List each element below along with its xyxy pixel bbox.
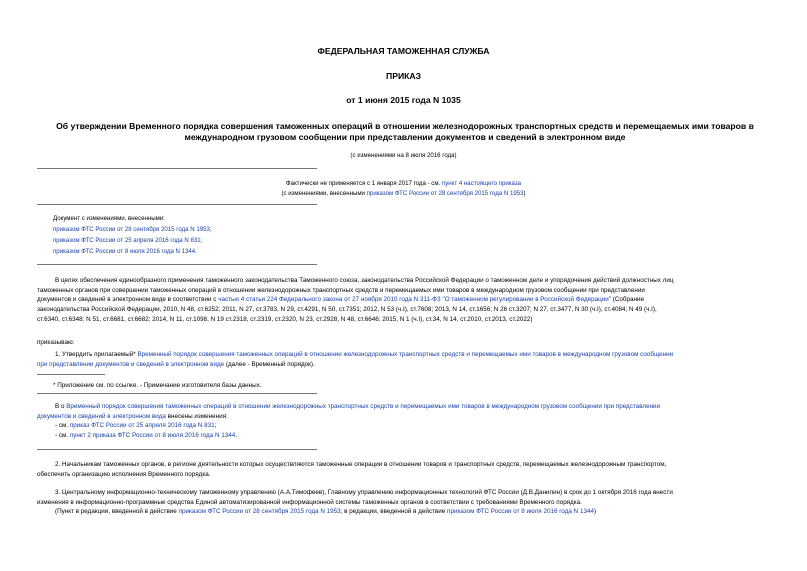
temporary-order-note-link[interactable]: Временный порядок совершения таможенных операций в отношении железнодорожных транспортных средств и перемещаемых ими товаров в международном грузовом сообщении при представлении <box>66 403 661 410</box>
changes-heading: Документ с изменениями, внесенными: <box>53 215 165 222</box>
changes-note: В о Временный порядок совершения таможенных операций в отношении железнодорожных транспортных средств и перемещаемых ими товаров в международном грузовом сообщении при представлении документов и сведений в электронном вида внесены изменения: - см. приказ ФТС России от 25 апреля 2016 года N 831; - см. пункт 2 приказа ФТС России от 8 июля 2016 года N 1344. <box>37 403 661 440</box>
order-1344-p2-link[interactable]: пункт 2 приказа ФТС России от 8 июля 2016 года N 1344 <box>69 432 236 440</box>
item-1: 1. Утвердить прилагаемый* Временный порядок совершения таможенных операций в отношении железнодорожных транспортных средств и перемещаемых ими товаров в международном грузовом сообщении при представлении документов и сведений в электронном виде (далее - Временный порядок). <box>37 351 674 368</box>
change-link-1344[interactable]: приказом ФТС России от 8 июля 2016 года N 1344. <box>53 248 197 255</box>
order-1953-link[interactable]: приказом ФТС России от 28 сентября 2015 года N 1953 <box>178 508 341 516</box>
temporary-order-note-link-cont[interactable]: документов и сведений в электронном вида <box>37 412 166 420</box>
change-link-831[interactable]: приказом ФТС России от 25 апреля 2016 года N 831; <box>53 237 203 244</box>
doc-type-heading: ПРИКАЗ <box>386 71 421 81</box>
doc-title <box>30 121 780 143</box>
notice-line1: Фактически не применяется с 1 января 2017 года - см. пункт 4 настоящего приказа <box>285 180 522 187</box>
doc-title-line2: международном грузовом сообщении при представлении документов и сведений в электронном виде <box>184 132 626 142</box>
divider <box>37 168 317 169</box>
notice-link-1953[interactable]: приказом ФТС России от 28 сентября 2015 года N 1953 <box>366 190 524 197</box>
footnote-divider <box>37 374 105 375</box>
order-1344-link[interactable]: приказом ФТС России от 8 июля 2016 года N 1344 <box>447 508 594 516</box>
divider <box>37 264 317 265</box>
preamble: В целях обеспечения единообразного применения таможенного законодательства Таможенного союза, законодательства Российской Федерации о таможенном деле и упорядочения действий должностных лиц таможенных органов при совершении таможенных операций в отношении железнодорожных транспортных средств и перемещаемых ими товаров в международном грузовом сообщении при представлении документов и сведений в электронном виде в соответствии с частью 4 статьи 224 Федерального закона от 27 ноября 2010 года N 311-ФЗ "О таможенном регулировании в Российской Федерации" (Собрание законодательства Российской Федерации, 2010, N 48, ст.6252; 2011, N 27, ст.3783, N 29, ст.4291, N 50, ст.7351; 2012, N 53 (ч.I), ст.7608; 2013, N 14, ст.1656; N 26 ст.3207; N 27, ст.3477, N 30 (ч.I), ст.4084; N 49 (ч.I), ст.6340, ст.6348; N 51, ст.6681, ст.6682; 2014, N 11, ст.1098, N 19 ст.2318, ст.2319, ст.2320, N 23, ст.2928, N 48, ст.6646; 2015, N 1 (ч.I), ст.34, N 14, ст.2010, ст.2013, ст.2022) <box>37 277 674 323</box>
agency-heading: ФЕДЕРАЛЬНАЯ ТАМОЖЕННАЯ СЛУЖБА <box>317 46 490 56</box>
item-2: 2. Начальникам таможенных органов, в регионе деятельности которых осуществляются таможенные операции в отношении товаров и транспортных средств, перемещаемых железнодорожным транспортом, обеспечить организацию исполнения Временного порядка. <box>37 461 667 478</box>
prikazyvayu: приказываю: <box>37 339 75 346</box>
temporary-order-link[interactable]: Временный порядок совершения таможенных операций в отношении железнодорожных транспортных средств и перемещаемых ими товаров в международном грузовом сообщении <box>137 351 674 358</box>
notice-link-p4[interactable]: пункт 4 настоящего приказа <box>441 180 522 187</box>
item-3: 3. Центральному информационно-техническому таможенному управлению (А.А.Тимофеев), Главному управлению информационных технологий ФТС России (Д.В.Данилин) в срок до 1 октября 2016 года внести изменения в информационно-программные средства Единой автоматизированной информационной системы таможенных органов в соответствии с требованиями Временного порядка. (Пункт в редакции, введенной в действие приказом ФТС России от 28 сентября 2015 года N 1953; в редакции, введенной в действие приказом ФТС России от 8 июля 2016 года N 1344) <box>37 489 673 516</box>
changes-block <box>53 214 453 256</box>
doc-date: от 1 июня 2015 года N 1035 <box>346 95 461 105</box>
change-link-1953[interactable]: приказом ФТС России от 28 сентября 2015 года N 1953; <box>53 226 212 233</box>
doc-title-line1: Об утверждении Временного порядка совершения таможенных операций в отношении железнодорожных транспортных средств и перемещаемых ими товаров в <box>56 121 754 131</box>
law-311-link[interactable]: частью 4 статьи 224 Федерального закона от 27 ноября 2010 года N 311-ФЗ "О таможенном регулировании в Российской Федерации" <box>218 296 612 304</box>
divider <box>37 393 317 394</box>
divider <box>37 449 317 450</box>
temporary-order-link-cont[interactable]: при представлении документов и сведений в электронном виде <box>37 360 225 368</box>
notice-line2: (с изменениями, внесенными приказом ФТС России от 28 сентября 2015 года N 1953) <box>281 190 526 197</box>
order-831-link[interactable]: приказ ФТС России от 25 апреля 2016 года N 831 <box>69 422 215 430</box>
footnote: * Приложение см. по ссылке. - Примечание изготовителя базы данных. <box>53 382 262 389</box>
amended-note: (с изменениями на 8 июля 2016 года) <box>350 152 457 159</box>
divider <box>37 204 317 205</box>
